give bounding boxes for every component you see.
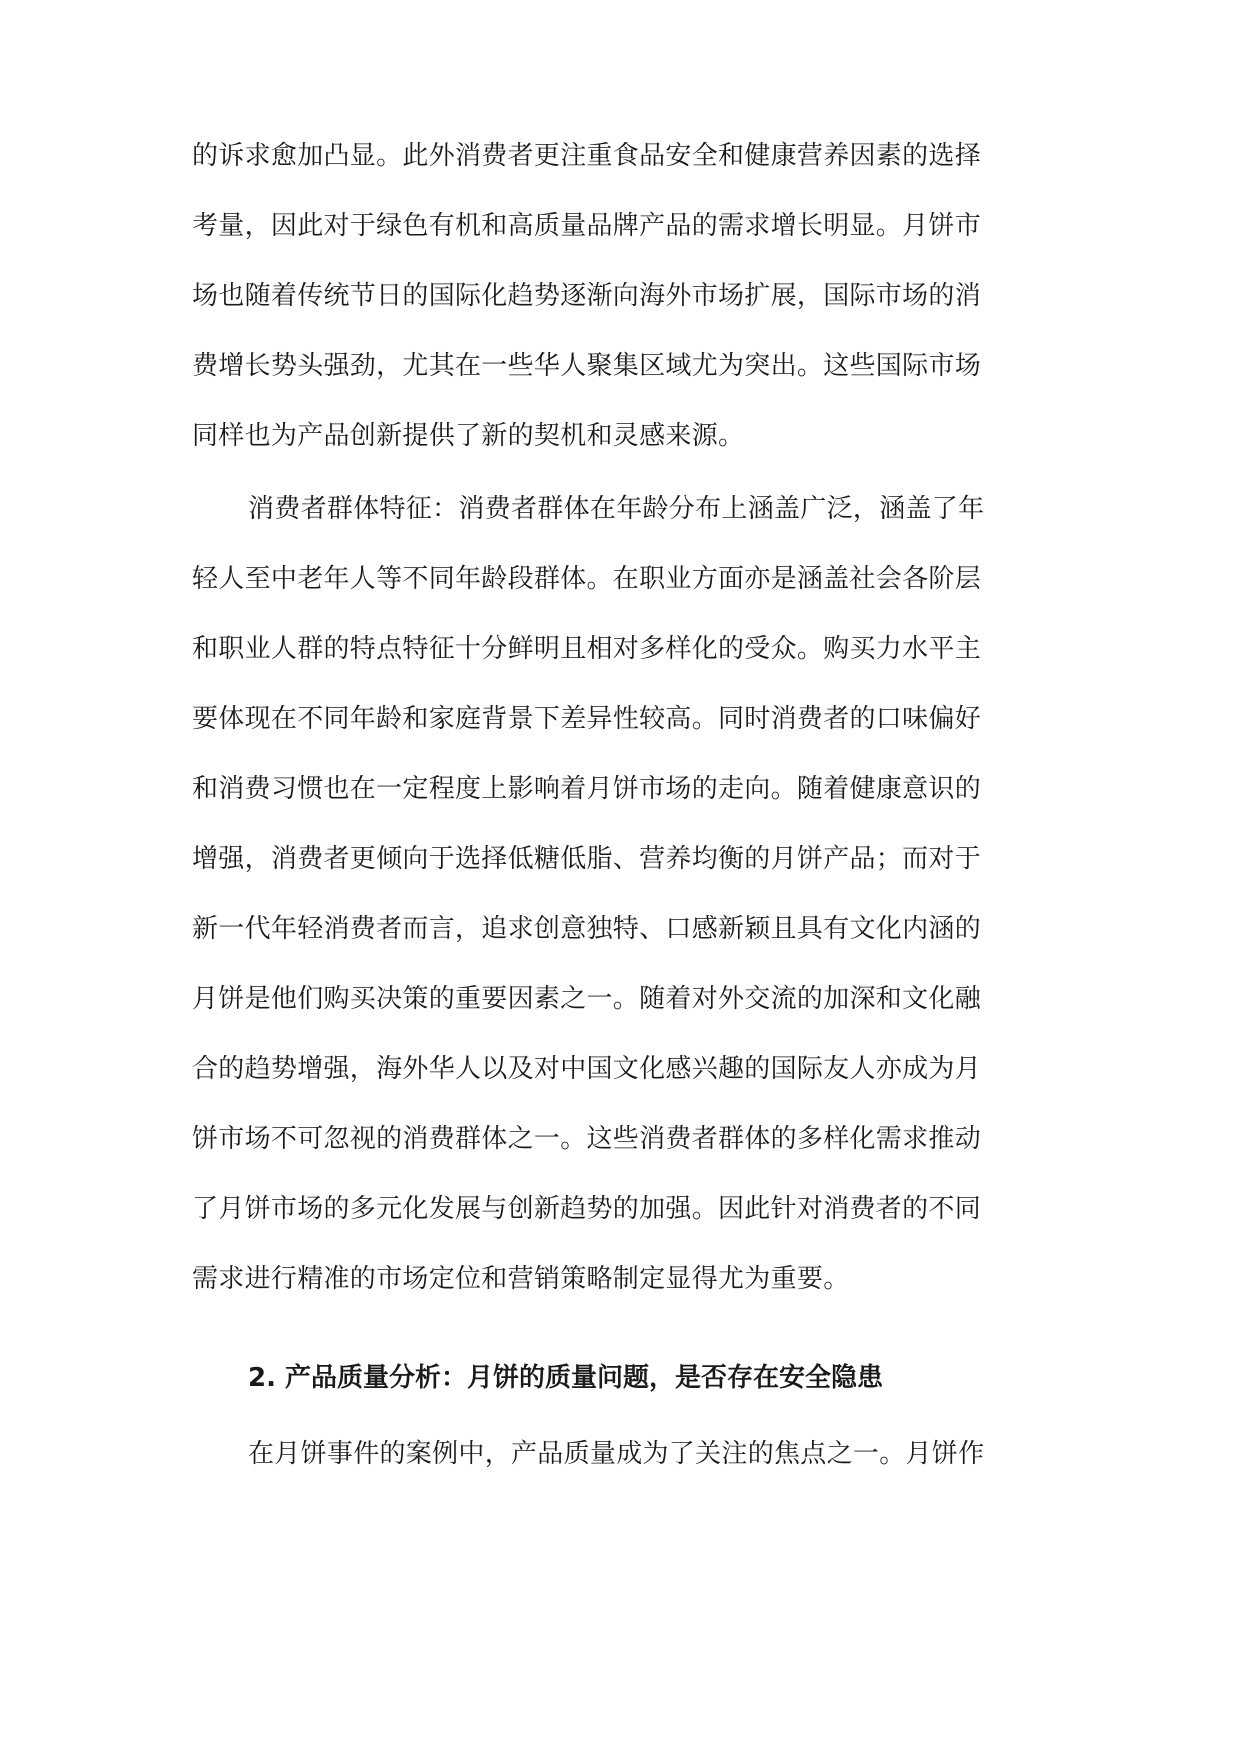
paragraph-line: 消费者群体特征：消费者群体在年龄分布上涵盖广泛，涵盖了年 <box>248 494 985 524</box>
paragraph-line: 和职业人群的特点特征十分鲜明且相对多样化的受众。购买力水平主 <box>192 634 982 664</box>
paragraph-line: 费增长势头强劲，尤其在一些华人聚集区域尤为突出。这些国际市场 <box>192 351 982 381</box>
paragraph-line: 轻人至中老年人等不同年龄段群体。在职业方面亦是涵盖社会各阶层 <box>192 564 982 594</box>
paragraph-line: 在月饼事件的案例中，产品质量成为了关注的焦点之一。月饼作 <box>248 1439 985 1469</box>
paragraph-line: 的诉求愈加凸显。此外消费者更注重食品安全和健康营养因素的选择 <box>192 141 982 171</box>
paragraph-line: 同样也为产品创新提供了新的契机和灵感来源。 <box>192 421 745 451</box>
paragraph-line: 考量，因此对于绿色有机和高质量品牌产品的需求增长明显。月饼市 <box>192 211 982 241</box>
paragraph-line: 要体现在不同年龄和家庭背景下差异性较高。同时消费者的口味偏好 <box>192 704 982 734</box>
paragraph-line: 饼市场不可忽视的消费群体之一。这些消费者群体的多样化需求推动 <box>192 1124 982 1154</box>
paragraph-line: 月饼是他们购买决策的重要因素之一。随着对外交流的加深和文化融 <box>192 984 982 1014</box>
paragraph-line: 增强，消费者更倾向于选择低糖低脂、营养均衡的月饼产品；而对于 <box>192 844 982 874</box>
paragraph-line: 新一代年轻消费者而言，追求创意独特、口感新颖且具有文化内涵的 <box>192 914 982 944</box>
paragraph-line: 合的趋势增强，海外华人以及对中国文化感兴趣的国际友人亦成为月 <box>192 1054 982 1084</box>
paragraph-line: 场也随着传统节日的国际化趋势逐渐向海外市场扩展，国际市场的消 <box>192 281 982 311</box>
paragraph-line: 了月饼市场的多元化发展与创新趋势的加强。因此针对消费者的不同 <box>192 1194 982 1224</box>
paragraph-line: 需求进行精准的市场定位和营销策略制定显得尤为重要。 <box>192 1264 850 1294</box>
section-heading: 2. 产品质量分析：月饼的质量问题，是否存在安全隐患 <box>248 1363 884 1393</box>
paragraph-line: 和消费习惯也在一定程度上影响着月饼市场的走向。随着健康意识的 <box>192 774 982 804</box>
